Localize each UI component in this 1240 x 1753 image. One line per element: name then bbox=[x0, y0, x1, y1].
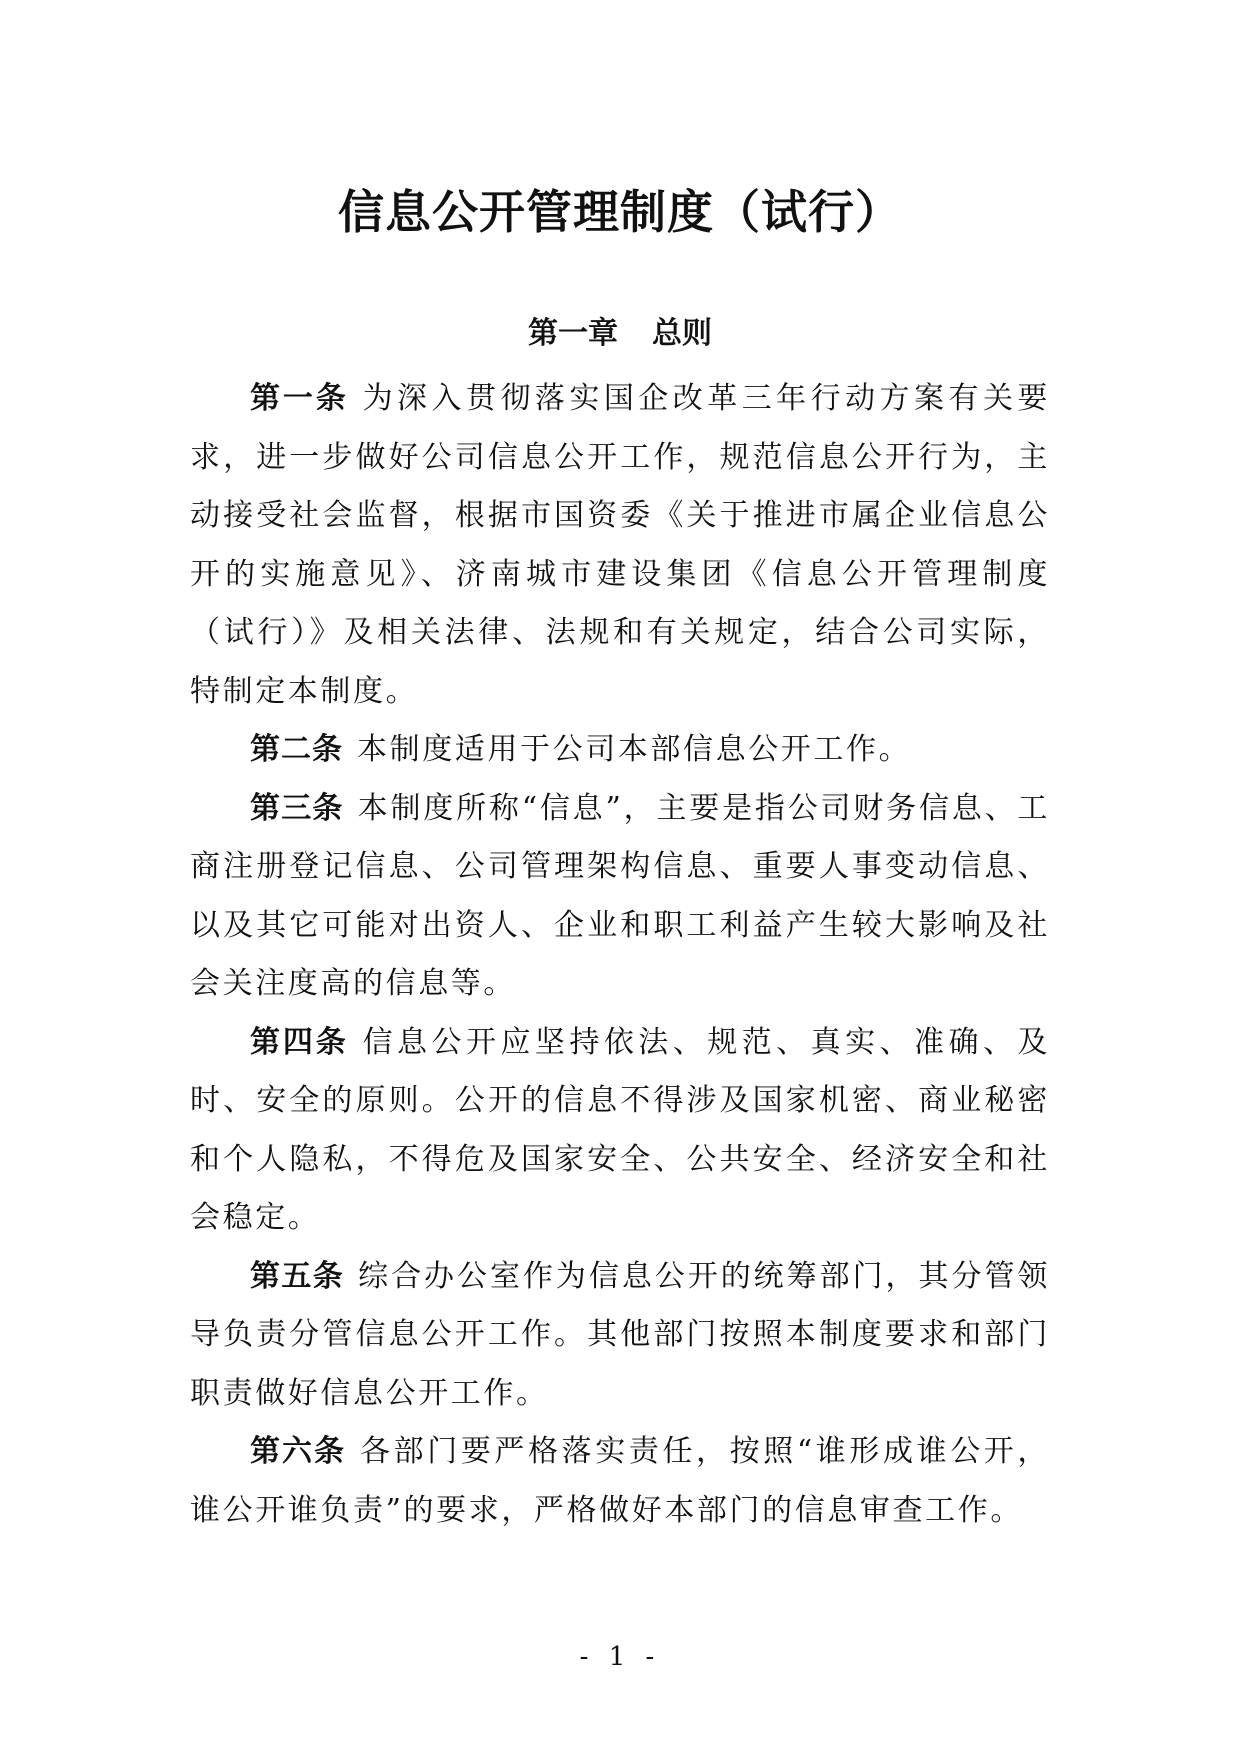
article-text: 本制度适用于公司本部信息公开工作。 bbox=[357, 732, 912, 767]
chapter-heading bbox=[0, 312, 1240, 356]
article-number: 第四条 bbox=[250, 1024, 349, 1060]
article-number: 第一条 bbox=[250, 381, 349, 416]
article-text: 各部门要严格落实责任，按照“谁形成谁公开，谁公开谁负责”的要求，严格做好本部门的信息审查工作。 bbox=[190, 1434, 1051, 1528]
article-text: 信息公开应坚持依法、规范、真实、准确、及时、安全的原则。公开的信息不得涉及国家机密、商业秘密和个人隐私，不得危及国家安全、公共安全、经济安全和社会稳定。 bbox=[190, 1024, 1051, 1235]
article-2 bbox=[190, 721, 1050, 780]
article-number: 第五条 bbox=[250, 1258, 345, 1294]
article-text: 为深入贯彻落实国企改革三年行动方案有关要求，进一步做好公司信息公开工作，规范信息公开行为，主动接受社会监督，根据市国资委《关于推进市属企业信息公开的实施意见》、济南城市建设集团《信息公开管理制度（试行）》及相关法律、法规和有关规定，结合公司实际，特制定本制度。 bbox=[190, 381, 1051, 709]
article-4 bbox=[190, 1014, 1050, 1248]
article-1 bbox=[190, 370, 1050, 721]
article-5 bbox=[190, 1248, 1050, 1424]
article-text: 本制度所称“信息”，主要是指公司财务信息、工商注册登记信息、公司管理架构信息、重要人事变动信息、以及其它可能对出资人、企业和职工利益产生较大影响及社会关注度高的信息等。 bbox=[190, 790, 1050, 1001]
article-6 bbox=[190, 1423, 1050, 1540]
chapter-name: 总则 bbox=[652, 316, 712, 351]
document-body bbox=[190, 370, 1050, 1540]
article-number: 第六条 bbox=[250, 1434, 347, 1469]
article-number: 第三条 bbox=[250, 790, 344, 826]
article-text: 综合办公室作为信息公开的统筹部门，其分管领导负责分管信息公开工作。其他部门按照本制度要求和部门职责做好信息公开工作。 bbox=[190, 1258, 1051, 1411]
document-title: 信息公开管理制度（试行） bbox=[338, 185, 902, 239]
article-3 bbox=[190, 780, 1050, 1014]
page-number: - 1 - bbox=[579, 1642, 661, 1672]
chapter-number: 第一章 bbox=[528, 316, 618, 351]
article-number: 第二条 bbox=[250, 732, 343, 767]
